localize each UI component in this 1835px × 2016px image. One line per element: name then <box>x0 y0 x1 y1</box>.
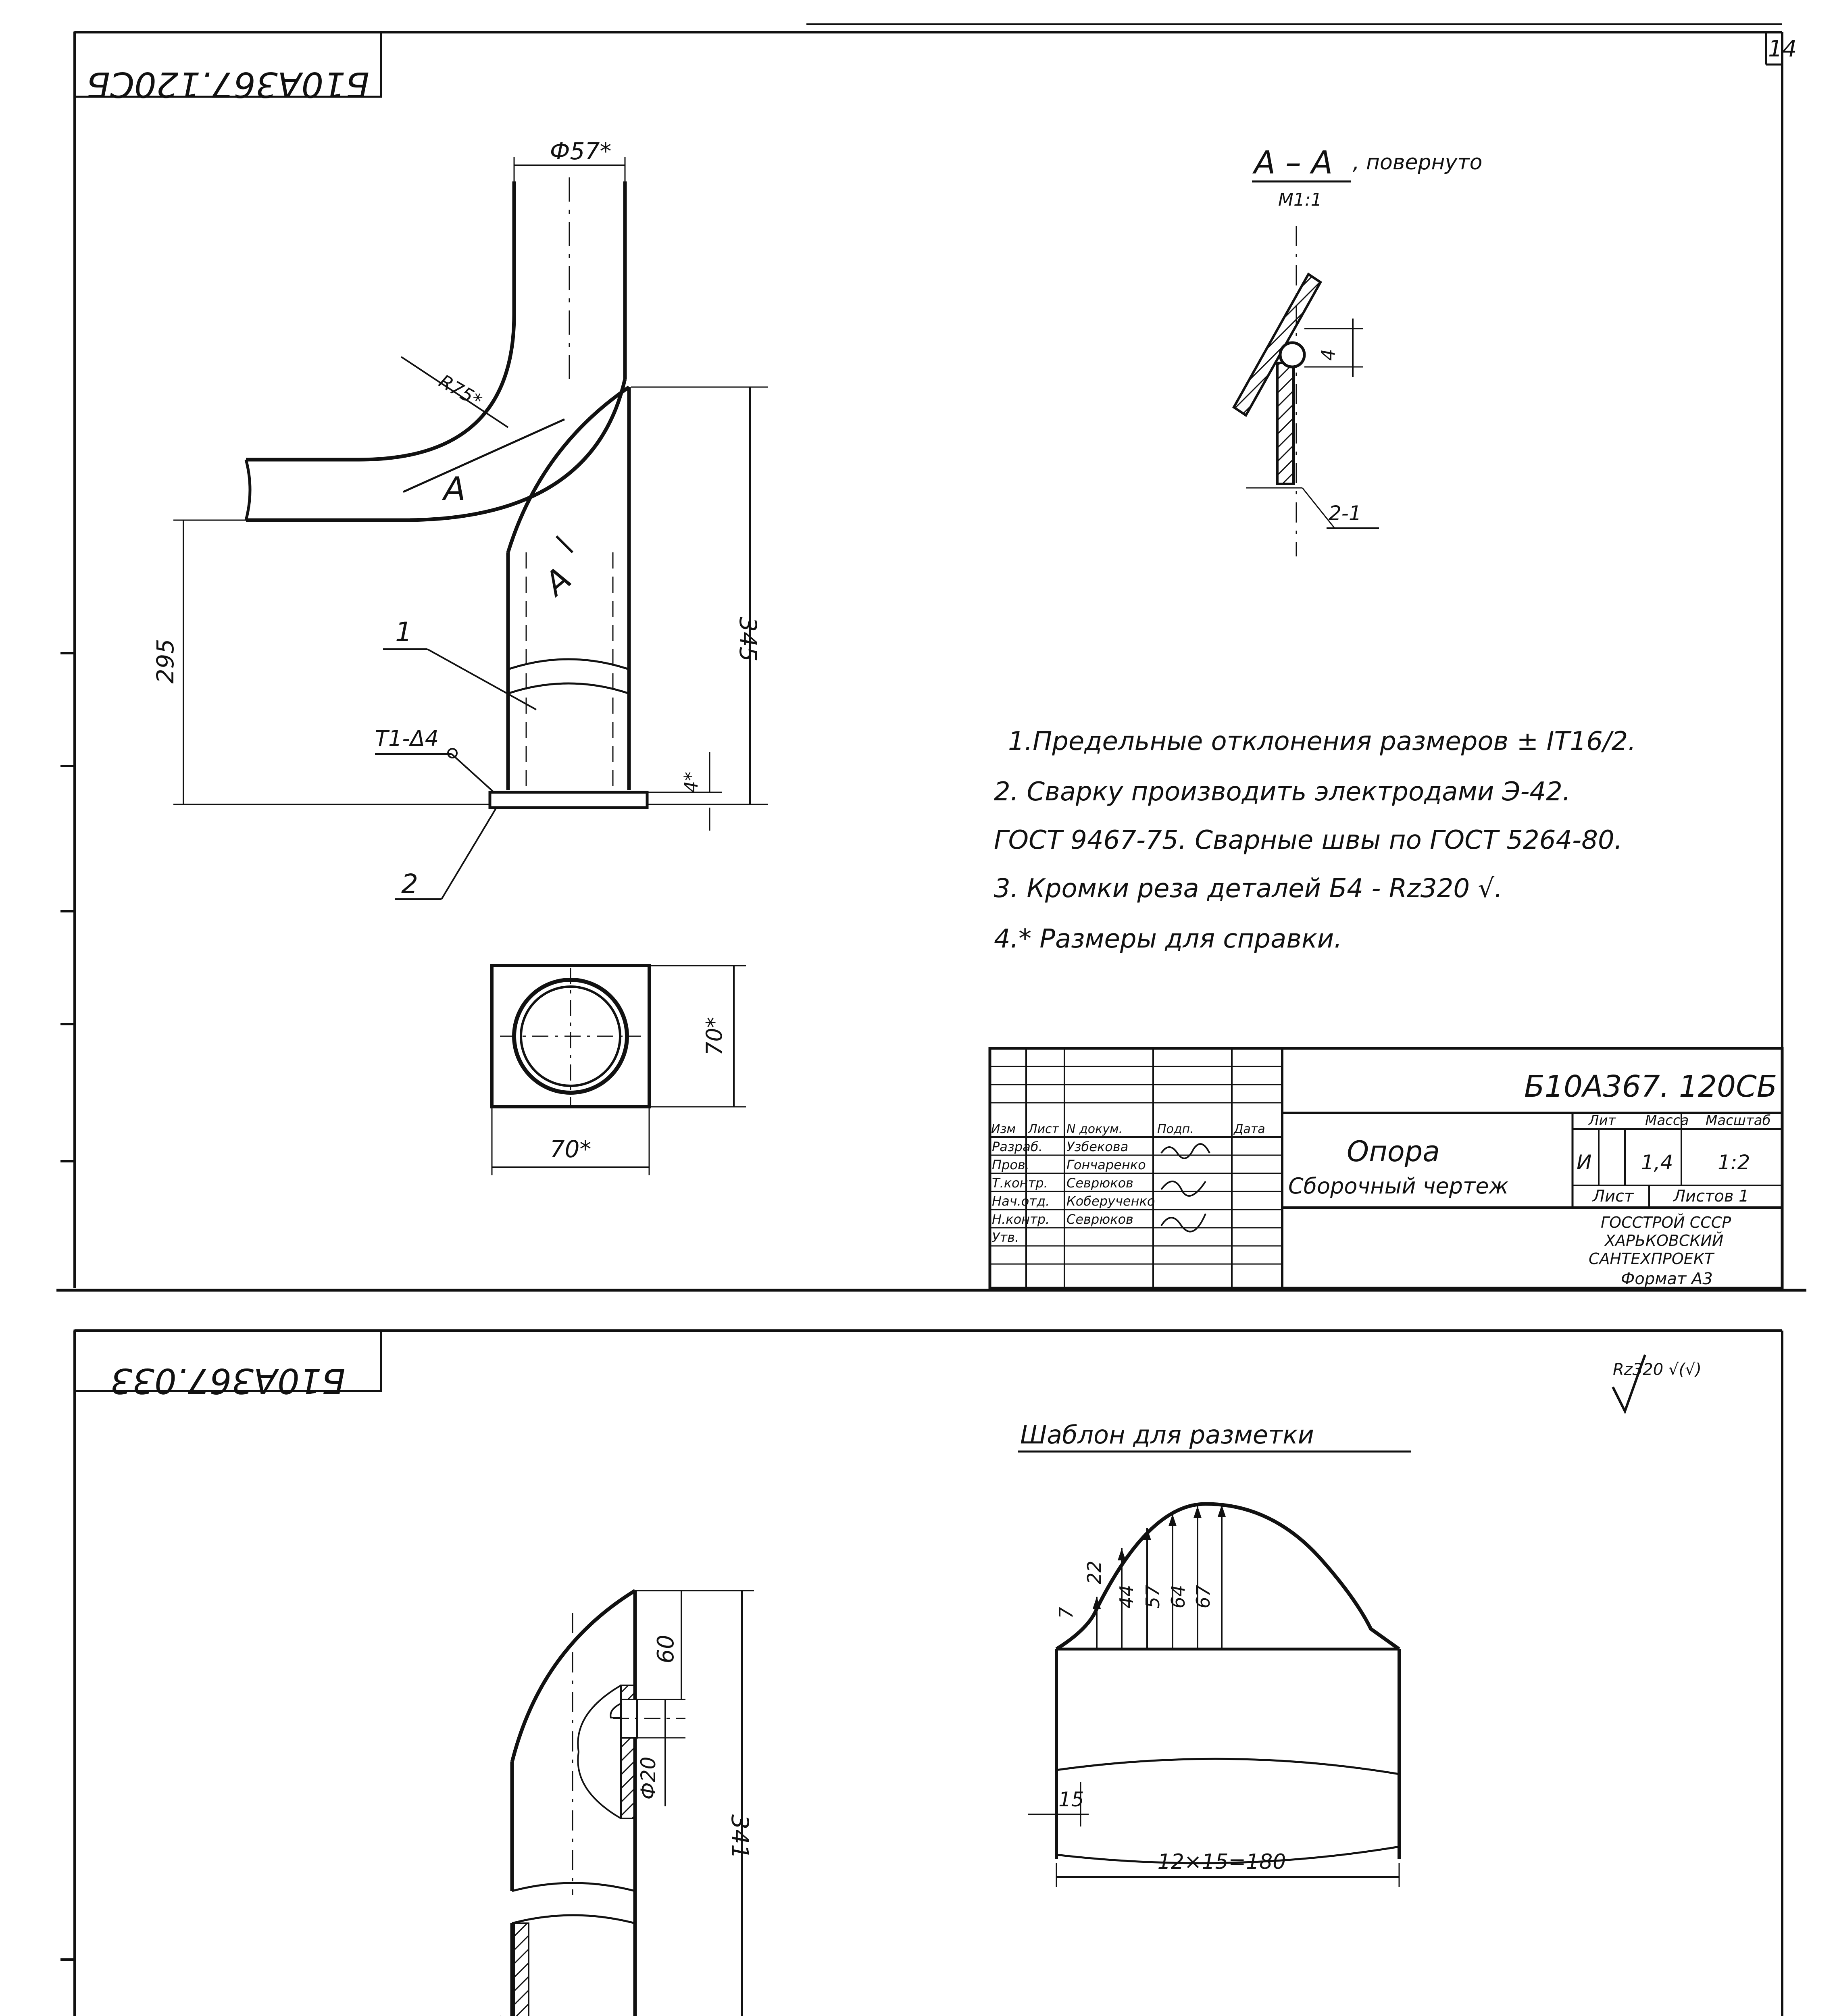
tmpl-dim-67: 67 <box>1192 1585 1214 1609</box>
sheet1-note-2: 2. Сварку производить электродами Э-42. <box>994 777 1571 807</box>
tb1-scale-val: 1:2 <box>1718 1151 1750 1174</box>
tb1-col-izm: Изм <box>991 1122 1016 1136</box>
tb1-lit-val: И <box>1577 1151 1592 1174</box>
tb1-sheets: Листов 1 <box>1673 1187 1749 1206</box>
tb1-subname: Сборочный чертеж <box>1288 1173 1509 1199</box>
sheet1-section-aa <box>1234 145 1482 556</box>
tb1-sheet: Лист <box>1593 1187 1634 1206</box>
section-label-a2: А <box>537 560 579 603</box>
tb1-col-doc: N докум. <box>1066 1122 1123 1136</box>
sheet1-note-5: 4.* Размеры для справки. <box>994 924 1342 954</box>
sheet2-frame <box>56 1331 1806 2016</box>
sheet2-roughness: Rz320 √(√) <box>1613 1360 1702 1379</box>
tmpl-dim-44: 44 <box>1116 1585 1137 1609</box>
tb1-hdr-lit: Лит <box>1589 1112 1616 1129</box>
tb1-col-list: Лист <box>1028 1122 1059 1136</box>
tmpl-dim-15: 15 <box>1058 1788 1084 1811</box>
tb1-role-0: Разраб. <box>992 1139 1043 1154</box>
sheet1-notes <box>994 727 1636 954</box>
callout-2: 2 <box>401 868 418 900</box>
plan-dim-width: 70* <box>550 1135 592 1163</box>
tb1-name-2: Севрюков <box>1066 1175 1133 1191</box>
sheet1-plan-view <box>492 966 746 1175</box>
plan-dim-height: 70* <box>702 1017 727 1056</box>
page-number: 14 <box>1768 36 1797 62</box>
tb1-name-0: Узбекова <box>1066 1139 1129 1154</box>
tb1-mass-val: 1,4 <box>1641 1151 1673 1174</box>
dim-4: 4* <box>680 771 702 793</box>
sheet1-title-block <box>990 1048 1782 1288</box>
dim-radius: R75* <box>435 370 486 412</box>
section-subtitle: , повернуто <box>1353 150 1483 175</box>
sheet2-corner-code: Б10А367.033 <box>110 1360 346 1401</box>
tb1-hdr-scale: Масштаб <box>1706 1112 1771 1129</box>
tmpl-dim-64: 64 <box>1167 1585 1189 1609</box>
sheet1-note-1: 1.Предельные отклонения размеров ± IT16/2. <box>1008 727 1636 756</box>
section-label-a1: А <box>444 470 466 508</box>
dim-341: 341 <box>726 1814 754 1859</box>
section-title: А – А <box>1254 145 1333 181</box>
sheet1-note-4: 3. Кромки реза деталей Б4 - Rz320 √. <box>994 874 1503 904</box>
section-scale: М1:1 <box>1278 190 1322 210</box>
tb1-org-2: ХАРЬКОВСКИЙ <box>1605 1232 1724 1250</box>
tmpl-dim-total: 12×15=180 <box>1157 1850 1286 1874</box>
section-dim-21: 2-1 <box>1329 502 1362 525</box>
tb1-role-3: Нач.отд. <box>992 1193 1050 1209</box>
sheet1-note-3: ГОСТ 9467-75. Сварные швы по ГОСТ 5264-80. <box>994 825 1623 855</box>
dim-pipe-dia: Ф57* <box>550 137 612 165</box>
tb1-name-4: Севрюков <box>1066 1212 1133 1227</box>
sheet1-main-view <box>152 137 768 900</box>
tb1-name-1: Гончаренко <box>1066 1157 1146 1173</box>
tmpl-dim-22: 22 <box>1083 1560 1105 1585</box>
sheet1-corner-code: Б10А367.120СБ <box>86 64 369 104</box>
tb1-role-2: Т.контр. <box>992 1175 1048 1191</box>
template-title: Шаблон для разметки <box>1020 1420 1314 1450</box>
tb1-format: Формат А3 <box>1621 1270 1713 1288</box>
sheet2-template <box>1018 1420 1411 1887</box>
tb1-name: Опора <box>1347 1135 1440 1168</box>
tmpl-dim-57: 57 <box>1142 1585 1164 1609</box>
weld-symbol: Т1-Δ4 <box>375 726 439 751</box>
dim-height-345: 345 <box>734 617 762 662</box>
dim-20: Ф20 <box>637 1756 660 1800</box>
tb1-org-1: ГОССТРОЙ СССР <box>1601 1214 1731 1231</box>
section-dim-4: 4 <box>1317 349 1339 361</box>
tmpl-dim-7: 7 <box>1055 1607 1077 1619</box>
dim-60: 60 <box>653 1635 679 1664</box>
tb1-hdr-mass: Масса <box>1645 1112 1689 1129</box>
tb1-col-podp: Подп. <box>1157 1122 1194 1136</box>
dim-height-295: 295 <box>152 639 179 684</box>
tb1-role-5: Утв. <box>992 1230 1019 1245</box>
tb1-name-3: Коберученко <box>1066 1193 1155 1209</box>
callout-1: 1 <box>395 616 412 648</box>
tb1-org-3: САНТЕХПРОЕКТ <box>1589 1250 1714 1268</box>
sheet2-main-view <box>448 1591 754 2016</box>
tb1-code: Б10А367. 120СБ <box>1524 1069 1777 1104</box>
tb1-role-4: Н.контр. <box>992 1212 1050 1227</box>
tb1-role-1: Пров. <box>992 1157 1029 1173</box>
tb1-col-data: Дата <box>1234 1122 1265 1136</box>
